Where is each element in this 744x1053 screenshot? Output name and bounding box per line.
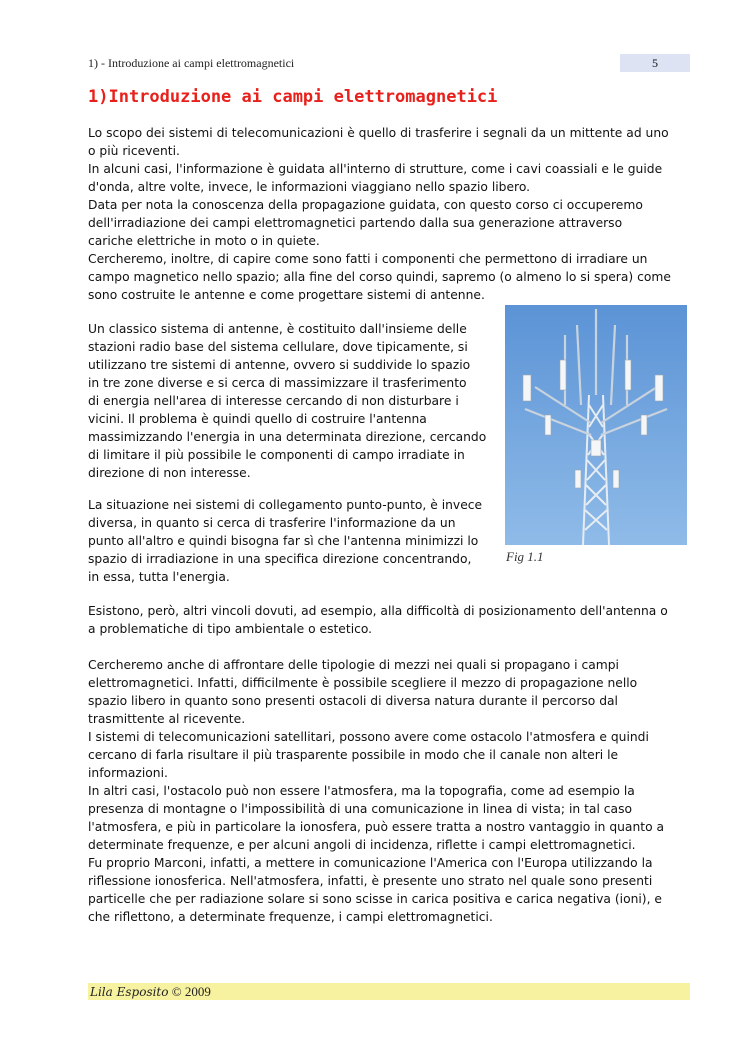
text-line: particelle che per radiazione solare si sono scisse in carica positiva e carica negativa (ioni), e	[88, 892, 662, 906]
text-line: Cercheremo anche di affrontare delle tipologie di mezzi nei quali si propagano i campi	[88, 658, 619, 672]
figure-caption: Fig 1.1	[506, 549, 544, 564]
text-line: sono costruite le antenne e come progettare sistemi di antenne.	[88, 288, 485, 302]
text-line: spazio di irradiazione in una specifica direzione concentrando,	[88, 552, 472, 566]
paragraph-propagation	[88, 656, 690, 926]
text-line: presenza di montagne o l'impossibilità di una comunicazione in linea di vista; in tal caso	[88, 802, 632, 816]
page-header	[88, 54, 690, 72]
text-line: cercano di farla risultare il più trasparente possibile in modo che il canale non alteri le	[88, 748, 619, 762]
text-line: di limitare il più possibile le componenti di campo irradiate in	[88, 448, 465, 462]
text-line: in tre zone diverse e si cerca di massimizzare il trasferimento	[88, 376, 467, 390]
text-line: Esistono, però, altri vincoli dovuti, ad esempio, alla difficoltà di posizionamento dell'antenna o	[88, 604, 668, 618]
text-line: direzione di non interesse.	[88, 466, 251, 480]
text-line: Lo scopo dei sistemi di telecomunicazioni è quello di trasferire i segnali da un mittente ad uno	[88, 126, 669, 140]
text-line: stazioni radio base del sistema cellulare, dove tipicamente, si	[88, 340, 468, 354]
text-line: utilizzano tre sistemi di antenne, ovvero si suddivide lo spazio	[88, 358, 471, 372]
text-line: I sistemi di telecomunicazioni satellitari, possono avere come ostacolo l'atmosfera e quindi	[88, 730, 649, 744]
text-line: In altri casi, l'ostacolo può non essere l'atmosfera, ma la topografia, come ad esempio la	[88, 784, 635, 798]
text-line: elettromagnetici. Infatti, difficilmente è possibile scegliere il mezzo di propagazione nello	[88, 676, 638, 690]
text-line: riflessione ionosferica. Nell'atmosfera, infatti, è presente uno strato nel quale sono presenti	[88, 874, 653, 888]
text-line: diversa, in quanto si cerca di trasferire l'informazione da un	[88, 516, 456, 530]
text-line: trasmittente al ricevente.	[88, 712, 246, 726]
text-line: massimizzando l'energia in una determinata direzione, cercando	[88, 430, 487, 444]
text-line: a problematiche di tipo ambientale o estetico.	[88, 622, 373, 636]
text-line: cariche elettriche in moto o in quiete.	[88, 234, 320, 248]
section-title: 1)Introduzione ai campi elettromagnetici	[88, 87, 498, 107]
text-line: campo magnetico nello spazio; alla fine del corso quindi, sapremo (o almeno lo si spera) come	[88, 270, 671, 284]
text-line: dell'irradiazione dei campi elettromagnetici partendo dalla sua generazione attraverso	[88, 216, 623, 230]
antenna-tower-photo	[505, 305, 687, 545]
footer-copyright: © 2009	[171, 984, 211, 999]
text-line: Fu proprio Marconi, infatti, a mettere in comunicazione l'America con l'Europa utilizzando la	[88, 856, 653, 870]
text-line: o più riceventi.	[88, 144, 180, 158]
paragraph-intro	[88, 124, 690, 304]
text-line: l'atmosfera, e più in particolare la ionosfera, può essere tratta a nostro vantaggio in quanto a	[88, 820, 665, 834]
paragraph-antenna-system	[88, 320, 488, 482]
text-line: d'onda, altre volte, invece, le informazioni viaggiano nello spazio libero.	[88, 180, 531, 194]
header-chapter-title: 1) - Introduzione ai campi elettromagnetici	[88, 56, 295, 70]
text-line: Un classico sistema di antenne, è costituito dall'insieme delle	[88, 322, 467, 336]
page-number: 5	[620, 54, 690, 72]
page-footer	[88, 983, 690, 1000]
antenna-tower-image	[505, 305, 687, 545]
text-line: informazioni.	[88, 766, 168, 780]
footer-author: Lila Esposito	[90, 985, 169, 999]
text-line: in essa, tutta l'energia.	[88, 570, 230, 584]
paragraph-constraints	[88, 602, 690, 638]
text-line: determinate frequenze, e per alcuni angoli di incidenza, riflette i campi elettromagnetici.	[88, 838, 636, 852]
text-line: Cercheremo, inoltre, di capire come sono fatti i componenti che permettono di irradiare un	[88, 252, 648, 266]
text-line: punto all'altro e quindi bisogna far sì che l'antenna minimizzi lo	[88, 534, 479, 548]
text-line: In alcuni casi, l'informazione è guidata all'interno di strutture, come i cavi coassiali e le guide	[88, 162, 663, 176]
text-line: spazio libero in quanto sono presenti ostacoli di diversa natura durante il percorso dal	[88, 694, 618, 708]
text-line: La situazione nei sistemi di collegamento punto-punto, è invece	[88, 498, 483, 512]
text-line: di energia nell'area di interesse cercando di non disturbare i	[88, 394, 459, 408]
text-line: Data per nota la conoscenza della propagazione guidata, con questo corso ci occuperemo	[88, 198, 643, 212]
text-line: vicini. Il problema è quindi quello di costruire l'antenna	[88, 412, 427, 426]
paragraph-point-to-point	[88, 496, 488, 586]
text-line: che riflettono, a determinate frequenze, i campi elettromagnetici.	[88, 910, 493, 924]
